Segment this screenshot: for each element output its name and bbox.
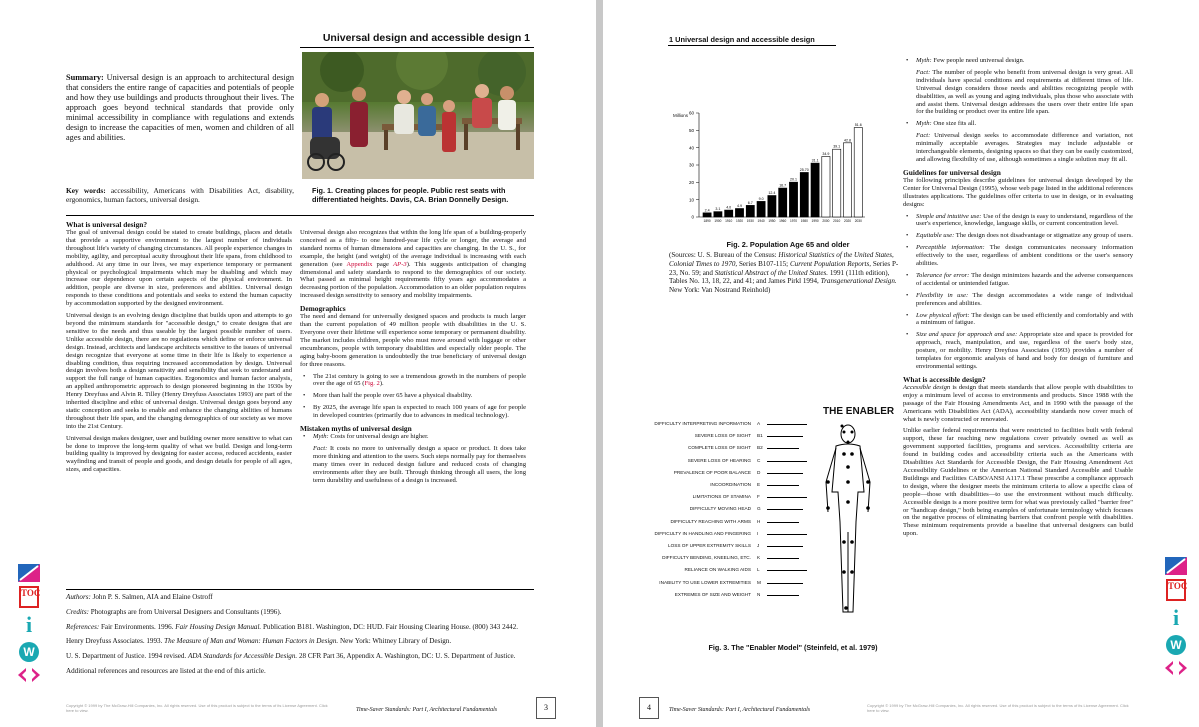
bar-value-label: 9.0	[758, 196, 764, 201]
col2-p1-c: ). This suggests anticipation of changing dimensional and safety standards to respond to the demographics of our society. What passed as minimal height requirements fifty years ago accommodates a decreasing portion of the population. Accommodation to an older population requires increased design sensitivity to sensory and mobility impairments.	[300, 260, 527, 300]
fig2-caption: Fig. 2. Population Age 65 and older	[726, 240, 850, 249]
fig1-caption: Fig. 1. Creating places for people. Public rest seats with differentiated heights. Davis, CA. Brian Donnelly Design.	[312, 186, 509, 205]
page-3	[0, 0, 596, 727]
ref2-title: The Measure of Man and Woman: Human Factors in Design.	[164, 637, 339, 646]
authors	[66, 593, 534, 603]
bar	[703, 213, 711, 217]
principle-text: The design minimizes hazards and the adverse consequences of accidental or unintended fatigue.	[916, 271, 1133, 287]
enabler-letter: K	[757, 555, 761, 561]
bar-value-label: 39.1	[833, 144, 841, 149]
sources-i3: Statistical Abstract of the United States.	[714, 268, 829, 277]
contents-icon[interactable]	[1165, 557, 1187, 575]
fig2-sources	[669, 251, 899, 295]
y-tick-label: 20	[688, 179, 694, 185]
enabler-letter: A	[757, 421, 761, 426]
bar	[746, 205, 754, 217]
enabler-leader-line	[767, 436, 803, 437]
bullet1-b: ).	[379, 380, 384, 388]
summary-label: Summary:	[66, 73, 104, 82]
sources-i1: Historical Statistics of the United States, Colonial Times to 1970,	[669, 251, 894, 268]
copyright-notice[interactable]: Copyright © 1999 by The McGraw-Hill Companies, Inc. All rights reserved. Use of this product is subject to the terms of its License Agreement. Click here to view.	[66, 703, 328, 713]
accessible-design-term: Accessible design	[903, 383, 951, 391]
sources-d: 1991 (111th edition), Tables No. 13, 18, 22, and 41; and James Pirkl 1994,	[669, 268, 890, 286]
nav-icons-left	[18, 564, 42, 687]
principle-label: Equitable use:	[916, 232, 955, 240]
myth-text: Few people need universal design.	[931, 57, 1025, 64]
fig2-link[interactable]: Fig. 2	[364, 380, 380, 388]
credits-text: Photographs are from Universal Designers and Consultants (1996).	[89, 607, 282, 616]
divider	[66, 215, 534, 216]
bar-value-label: 3.1	[715, 207, 721, 212]
fact-text: Universal design seeks to accommodate difference and variation, not minimally acceptable averages. Strategies may include adjustable or interchangeable elements, designing spaces so that they can be easily customized, and allowing flexibility of use, although sometimes a single solution may fit all.	[916, 132, 1133, 163]
myth-item	[916, 120, 1133, 164]
left-column-1	[66, 220, 292, 478]
bar	[714, 212, 722, 217]
col1-paragraph-3: Universal design makes designer, user and building owner more sensitive to what can be done to improve the long-term quality of what we build. Design and long-term building quality is improved by designing for easier access, reduced accidents, easier wayfinding and transit of people and goods, and design details for people of all ages, sizes, and capacities.	[66, 434, 292, 474]
page-ap3-link[interactable]: AP-3	[393, 260, 407, 268]
enabler-letter: B1	[757, 433, 763, 439]
bullet1-a: The 21st century is going to see a tremendous growth in the numbers of people over the age of 65 (	[313, 372, 526, 388]
bar-value-label: 2.4	[704, 208, 710, 213]
sources-i2: Current Population Reports,	[789, 259, 872, 268]
y-tick-label: 10	[688, 197, 694, 203]
credits	[66, 608, 534, 618]
web-icon[interactable]: W	[1166, 635, 1186, 655]
bar	[789, 182, 797, 217]
x-tick-label: 2010	[833, 219, 841, 223]
page-number: 4	[639, 697, 659, 719]
bar	[833, 149, 841, 217]
summary	[66, 73, 294, 143]
myth-label: Myth:	[916, 120, 932, 128]
myth-label: Myth:	[313, 433, 329, 441]
bar	[811, 163, 819, 217]
heading-what-is-universal-design: What is universal design?	[66, 220, 148, 229]
bar	[768, 196, 776, 217]
x-tick-label: 2030	[854, 219, 862, 223]
page-number: 3	[536, 697, 556, 719]
toc-button[interactable]: TOC	[1166, 579, 1186, 601]
sources-e: New York: Van Nostrand Reinhold)	[669, 286, 771, 295]
ref2-a: Henry Dreyfuss Associates. 1993.	[66, 637, 165, 646]
bar-value-label: 4.9	[737, 204, 742, 209]
enabler-leader-line	[767, 473, 803, 474]
enabler-label: EXTREMES OF SIZE AND WEIGHT	[674, 591, 751, 597]
enabler-letter: E	[757, 482, 761, 487]
enabler-leader-line	[767, 509, 803, 510]
principle-label: Simple and intuitive use:	[916, 212, 982, 220]
principle-text: The design can be used efficiently and comfortably and with a minimum of fatigue.	[916, 311, 1133, 327]
enabler-letter: D	[757, 469, 761, 475]
myths-list	[300, 433, 526, 484]
x-tick-label: 1980	[800, 219, 808, 223]
principle-text: The design accommodates a wide range of individual preferences and abilities.	[916, 291, 1133, 307]
myth-item	[916, 57, 1133, 116]
heading-what-is-accessible-design: What is accessible design?	[903, 374, 986, 384]
bar	[822, 157, 830, 217]
enabler-label: LOSS OF UPPER EXTREMITY SKILLS	[667, 543, 751, 548]
enabler-title: THE ENABLER	[823, 406, 895, 417]
x-tick-label: 2000	[822, 219, 830, 223]
col1-paragraph-2: Universal design is an evolving design discipline that builds upon and attempts to go beyond the minimum standards for "accessible design," to create designs that are sensitive to the needs and thus useable by the largest possible number of users. Unlike accessible design, there are no regulations which define or enforce universal design. Instead, architects and landscape architects sensitive to the issues of universal design recognize that everyone at some time in their life is likely to experience a disabling condition, thus requiring increased accommodation by design. Universal design involves both a design sensitivity and sensibility that seek to understand and support the full range of human capacities. Ergonomics and human factor analysis, an applied anthropometric approach to design pioneered beginning in the 1930s by Henry Dreyfuss and Alvin R. Tilley (Henry Dreyfuss Associates 1993) are part of the inherited discipline and ethic of universal design. Universal design goes beyond any static conception and seeks to enable and enhance the changing abilities of humans throughout their life span, and the changing demographics of our society as we move into the 21st Century.	[66, 312, 292, 430]
info-icon[interactable]: i	[25, 612, 33, 637]
demographics-bullets	[300, 373, 526, 421]
info-icon[interactable]: i	[1172, 605, 1180, 630]
x-tick-label: 1900	[714, 219, 722, 223]
enabler-label: RELIANCE ON WALKING AIDS	[684, 567, 751, 573]
page-header: 1 Universal design and accessible design	[669, 35, 815, 44]
myth-text: One size fits all.	[931, 120, 977, 128]
summary-text: Universal design is an approach to architectural design that considers the entire range of capacities and potentials of people and how they use buildings and products throughout their lives. The approach goes beyond technical standards that provide only minimal accessibility in compliance with regulations and extends design to increase the capacities of men, women and children of all ages and abilities.	[66, 73, 295, 142]
x-tick-label: 1950	[768, 219, 776, 223]
enabler-leader-line	[767, 558, 799, 559]
x-tick-label: 1910	[725, 219, 733, 223]
bar	[757, 201, 765, 217]
enabler-leader-line	[767, 522, 799, 523]
principle-item	[916, 312, 1133, 328]
ref2-b: New York: Whitney Library of Design.	[338, 637, 452, 646]
principle-item	[916, 213, 1133, 229]
keywords-label: Key words:	[66, 186, 106, 195]
accessible-paragraph-2: Unlike earlier federal requirements that were restricted to facilities built with federal support, these far reaching new regulations cover privately owned as well as government supported facilities, programs and services. Accessibility criteria are found in building codes and accessibility criteria such as the Americans with Disabilities Act Standards for Accessible Design, the Fair Housing Amendment Act Accessibility Guidelines or the American National Standard Accessible and Usable Buildings and Facilities CABO/ANSI A117.1 These prescribe a compliance approach to design, where the designer meets the minimum criteria to allow a specific class of people—those with disabilities—to use the environment without much difficulty. Accessible design is a more positive term for what was previously called "barrier free" or "handicap design," both being examples of unfortunate terminology which focuses on the negative process of eliminating barriers that confront people with disabilities. These minimum requirements provide a baseline that universal designers can build upon.	[903, 427, 1133, 538]
nav-icons-right	[1165, 557, 1189, 680]
bar	[843, 143, 851, 217]
ref1-b: Publication B181. Washington, DC: HUD. Fair Housing Clearing House. (800) 343 2442.	[261, 622, 519, 631]
heading-mistaken-myths: Mistaken myths of universal design	[300, 424, 412, 434]
sources-a: (Sources: U. S. Bureau of the Census:	[669, 251, 779, 259]
x-tick-label: 1930	[746, 219, 754, 223]
x-tick-label: 1960	[779, 219, 787, 223]
fact-block	[916, 132, 1133, 164]
principle-text: Appropriate size and space is provided for approach, reach, manipulation, and use, regardless of the user's body size, posture, or mobility. Henry Dreyfuss Associates (1993) provides a number of templates for ergonomic analysis of hand and body for design of furniture and environmental settings.	[916, 331, 1133, 370]
enabler-label: DIFFICULTY IN HANDLING AND FINGERING	[654, 530, 751, 536]
page-arrows-icon[interactable]	[18, 668, 42, 687]
enabler-letter: B2	[757, 445, 763, 451]
reference-3	[66, 652, 534, 662]
human-figure-icon	[818, 422, 878, 622]
enabler-letter: L	[757, 567, 760, 573]
left-column-2	[300, 229, 526, 488]
sources-b: Series B107-115;	[737, 259, 790, 268]
enabler-leader-line	[767, 461, 807, 462]
ref3-title: ADA Standards for Accessible Design.	[187, 652, 298, 661]
bar	[854, 128, 862, 217]
myths-continued	[903, 57, 1133, 164]
enabler-label: DIFFICULTY REACHING WITH ARMS	[670, 518, 751, 524]
principle-label: Low physical effort:	[916, 311, 970, 319]
principle-label: Perceptible information:	[916, 244, 985, 252]
sources-i4: Transgenerational Design.	[820, 277, 897, 286]
enabler-letter: C	[757, 457, 761, 463]
y-tick-label: 60	[688, 110, 694, 116]
bar-value-label: 34.9	[822, 152, 830, 157]
principle-item	[916, 232, 1133, 240]
enabler-leader-line	[767, 448, 799, 449]
page-4	[603, 0, 1199, 727]
running-footer: Time-Saver Standards: Part I, Architectural Fundamentals	[669, 707, 811, 713]
fact-label: Fact:	[916, 132, 931, 140]
bar-value-label: 31.1	[811, 158, 819, 163]
bar	[735, 209, 743, 217]
bar-value-label: 42.8	[844, 138, 851, 143]
col2-paragraph-1	[300, 229, 526, 300]
y-tick-label: 40	[688, 145, 694, 151]
y-tick-label: 50	[688, 127, 694, 133]
chart-bars	[703, 123, 862, 223]
myth-item	[313, 433, 526, 484]
ref3-a: U. S. Department of Justice. 1994 revised.	[66, 652, 188, 661]
enabler-leader-line	[767, 424, 807, 425]
right-column	[903, 57, 1133, 542]
bar-value-label: 16.7	[779, 183, 787, 188]
col2-p1-a: Universal design also recognizes that within the long life span of a building-properly conceived as a fifty- to one hundred-year life cycle or longer, the average and standard norms of human dimensions and capacities are changing. In the U. S., for example, the height (and weight) of the average individual is increasing with each generation (see	[300, 229, 526, 268]
enabler-letter: I	[757, 530, 759, 536]
myth-text: Costs for universal design are higher.	[328, 433, 429, 441]
fig1-photo	[302, 52, 534, 179]
running-footer: Time-Saver Standards: Part I, Architectural Fundamentals	[356, 707, 498, 713]
x-tick-label: 2020	[843, 219, 852, 223]
bar-value-label: 4.0	[726, 205, 732, 210]
credits-label: Credits:	[66, 607, 89, 616]
accessible-p1-text: is design that meets standards that allow people with disabilities to enjoy a minimum level of access to environments and products. Since 1988 with the passage of the Fair Housing Amendments Act, and in 1990 with the passage of the Americans with Disabilities Act (ADA), accessibility standards now cover much of what is newly constructed or renovated.	[903, 383, 1133, 423]
fact-text: It costs no more to universally design a space or product. It does take more thinking and attention to the users. Such steps normally pay for themselves many times over in reduced design failure and reduced costs of changing environments after they are built. Through thinking through all users, the long term durability and usefulness of a design is increased.	[313, 444, 526, 484]
enabler-label: COMPLETE LOSS OF SIGHT	[687, 445, 751, 451]
copyright-notice[interactable]: Copyright © 1999 by The McGraw-Hill Companies, Inc. All rights reserved. Use of this product is subject to the terms of its License Agreement. Click here to view.	[867, 703, 1129, 713]
sources-c: Series P-23, No. 59; and	[669, 259, 899, 277]
x-tick-label: 1990	[811, 219, 819, 223]
accessible-paragraph-1	[903, 384, 1133, 424]
enabler-letter: H	[757, 518, 761, 524]
bullet-item	[313, 373, 526, 389]
enabler-label: DIFFICULTY BENDING, KNEELING, ETC.	[662, 555, 751, 561]
enabler-leader-line	[767, 570, 807, 571]
enabler-labels	[603, 421, 813, 621]
appendix-link[interactable]: Appendix	[346, 260, 373, 268]
x-tick-label: 1970	[789, 219, 798, 223]
bullet-item: • More than half the people over 65 have a physical disability.	[313, 392, 526, 400]
chart-units-label: Millions	[673, 113, 689, 118]
fact-text: The number of people who benefit from universal design is very great. All individuals have special conditions and requirements at different times of life. Universal design considers those needs and abilities recognizing people with disabilities, as well as young and aging individuals, plus those who associate with and assist them. Universal design addresses the users over their entire life span for the building or product over its entire life span.	[916, 68, 1133, 116]
keywords	[66, 186, 294, 205]
enabler-letter: N	[757, 591, 761, 597]
fact-label: Fact:	[313, 444, 328, 452]
fact-block	[313, 445, 526, 485]
bar-value-label: 12.4	[768, 191, 776, 196]
fact-label: Fact:	[916, 68, 931, 76]
fig3-caption: Fig. 3. The "Enabler Model" (Steinfeld, et al. 1979)	[708, 643, 878, 652]
references-more: Additional references and resources are listed at the end of this article.	[66, 666, 266, 675]
principle-label: Flexibility in use:	[916, 291, 969, 299]
principle-item	[916, 331, 1133, 371]
principle-item	[916, 292, 1133, 308]
ref1-title: Fair Housing Design Manual.	[175, 622, 262, 631]
contents-icon[interactable]	[18, 564, 40, 582]
enabler-label: PREVALENCE OF POOR BALANCE	[673, 469, 751, 475]
bullet-item: • By 2025, the average life span is expected to reach 100 years of age for people in developed countries (primarily due to advances in medical technology).	[313, 404, 526, 420]
heading-guidelines: Guidelines for universal design	[903, 167, 1001, 177]
x-tick-label: 1890	[703, 219, 711, 223]
enabler-leader-line	[767, 583, 803, 584]
principle-item	[916, 272, 1133, 288]
enabler-leader-line	[767, 485, 799, 486]
bar	[779, 188, 787, 217]
principles-list	[903, 213, 1133, 371]
enabler-letter: F	[757, 494, 760, 500]
heading-demographics: Demographics	[300, 304, 346, 314]
divider	[66, 589, 534, 590]
reference-1	[66, 623, 534, 633]
bar-value-label: 6.7	[747, 200, 753, 205]
principle-label: Size and space for approach and use:	[916, 331, 1018, 339]
bar	[800, 172, 808, 217]
enabler-label: INCOORDINATION	[710, 482, 751, 487]
principle-text: Use of the design is easy to understand, regardless of the user's experience, knowledge, language skills, or current concentration level.	[916, 212, 1133, 228]
fact-block	[916, 69, 1133, 116]
guidelines-intro: The following principles describe guidelines for universal design developed by the Center for Universal Design (1995), whose web page listed in the additional references illustrates applications. The guidelines offer criteria to use in design, or in evaluating designs:	[903, 176, 1133, 208]
myth-label: Myth:	[916, 57, 932, 64]
reference-2	[66, 637, 534, 647]
principle-label: Tolerance for error:	[916, 271, 970, 279]
x-tick-label: 1920	[735, 219, 744, 223]
page-arrows-icon[interactable]	[1165, 661, 1189, 680]
ref3-b: 28 CFR Part 36, Appendix A. Washington, DC: U. S. Department of Justice.	[297, 652, 516, 661]
authors-label: Authors:	[66, 593, 91, 601]
enabler-label: LIMITATIONS OF STAMINA	[692, 494, 751, 500]
principle-item	[916, 244, 1133, 268]
enabler-label: DIFFICULTY MOVING HEAD	[689, 506, 751, 512]
principle-text: The design does not disadvantage or stigmatize any group of users.	[954, 232, 1133, 240]
bar	[725, 210, 733, 217]
demographics-paragraph: The need and demand for universally designed spaces and products is much larger than the current population of 49 million people with disabilities in the U. S. Everyone over their lifetime will experience some temporary or permanent disability. The market includes children, people who must move around with luggage or other encumbrances, people with temporary disabilities and especially older people. The aging baby-boom generation is undoubtedly the true beneficiary of universal design for three reasons.	[300, 313, 526, 368]
col1-paragraph-1: The goal of universal design could be stated to create buildings, places and details that provide a supportive environment to the largest number of individuals throughout life's variety of changing circumstances. All people experience changes in mobility, agility, and perceptual acuity throughout their life spans, from childhood to adulthood. At any time in our lives, we may experience temporary or permanent physical or psychological impairments which may be disabling and which may increase our dependence upon certain aspects of the physical environment. In addition, people are diverse in size, preferences and abilities. Universal design responds to these conditions and potentials and seeks to extend the human capacity by accommodation supported by the designed environment.	[66, 229, 292, 308]
enabler-label: DIFFICULTY INTERPRETING INFORMATION	[654, 421, 751, 426]
references-label: References:	[66, 622, 100, 631]
enabler-letter: M	[757, 579, 761, 585]
x-tick-label: 1940	[757, 219, 765, 223]
web-icon[interactable]: W	[19, 642, 39, 662]
toc-button[interactable]: TOC	[19, 586, 39, 608]
enabler-label: SEVERE LOSS OF SIGHT	[694, 433, 751, 439]
keywords-text: accessibility, Americans with Disabilities Act, disability, ergonomics, human factors, universal design.	[66, 186, 294, 205]
principle-text: The design communicates necessary information effectively to the user, regardless of ambient conditions or the user's sensory abilities.	[916, 244, 1133, 268]
enabler-leader-line	[767, 595, 799, 596]
references-block	[66, 593, 534, 677]
bar-value-label: 20.1	[790, 177, 797, 182]
enabler-letter: J	[757, 543, 760, 548]
people-on-benches-image	[302, 52, 534, 179]
enabler-label: SEVERE LOSS OF HEARING	[687, 457, 751, 463]
enabler-leader-line	[767, 546, 803, 547]
enabler-leader-line	[767, 497, 807, 498]
enabler-label: INABILITY TO USE LOWER EXTREMITIES	[659, 579, 751, 585]
bar-value-label: 51.6	[854, 123, 862, 128]
authors-text: John P. S. Salmen, AIA and Elaine Ostroff	[90, 593, 213, 601]
y-tick-label: 0	[691, 214, 694, 220]
enabler-leader-line	[767, 534, 807, 535]
page-title: Universal design and accessible design 1	[322, 32, 530, 44]
enabler-letter: G	[757, 506, 761, 512]
population-chart	[649, 105, 899, 237]
ref1-a: Fair Environments. 1996.	[99, 622, 176, 631]
col2-p1-b: page	[372, 260, 394, 268]
bar-value-label: 25.70	[799, 167, 809, 172]
y-tick-label: 30	[688, 162, 694, 168]
